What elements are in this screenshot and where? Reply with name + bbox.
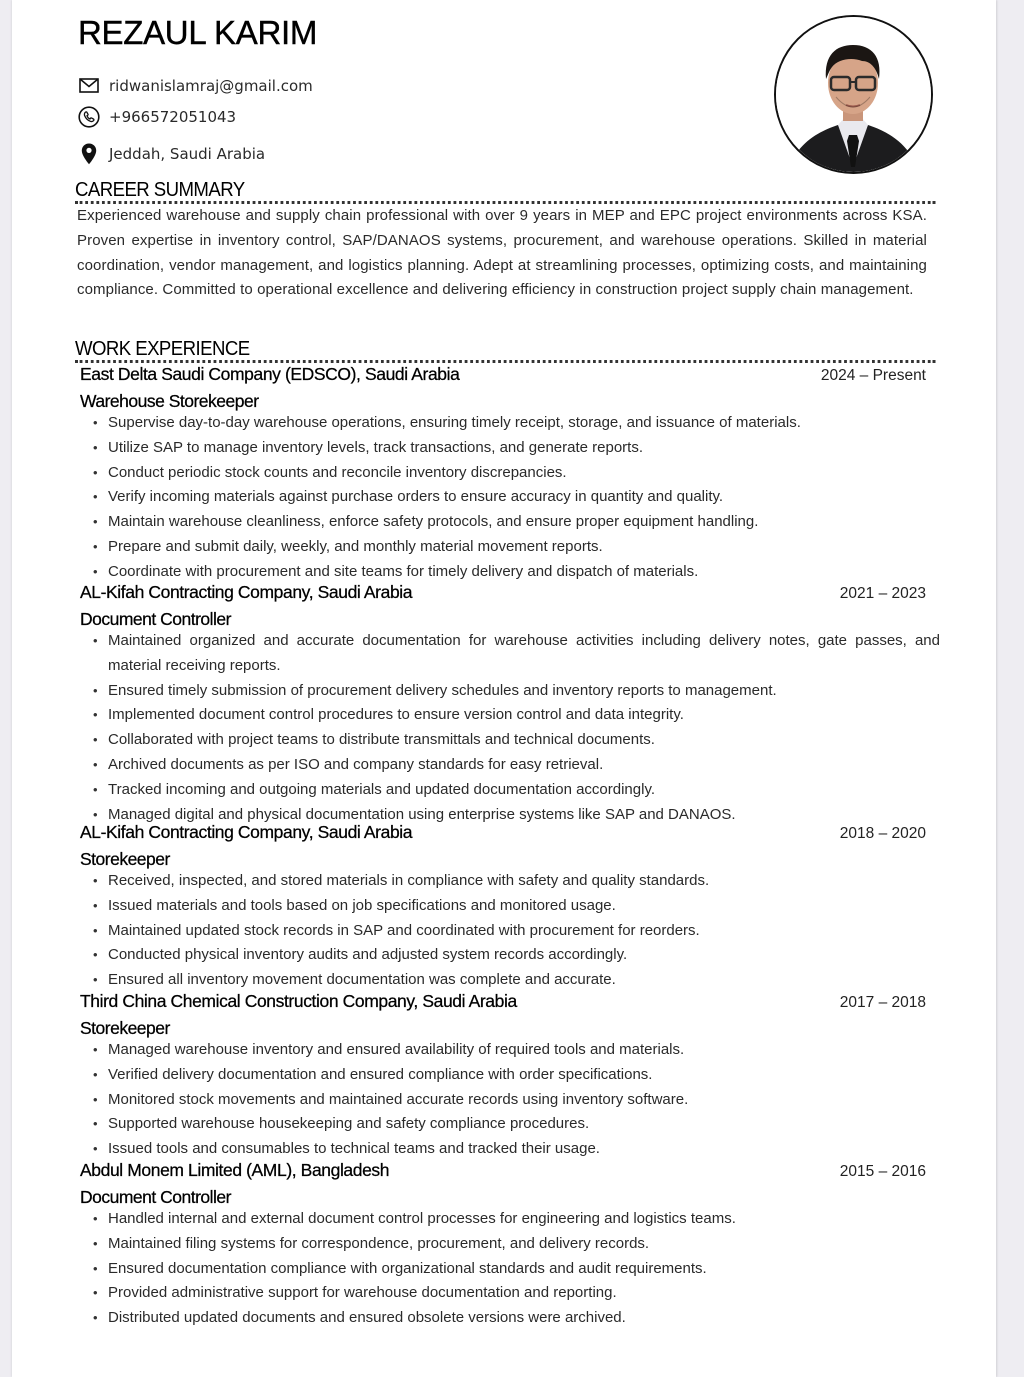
envelope-icon — [78, 75, 100, 97]
job-bullet: • Utilize SAP to manage inventory levels, track transactions, and generate reports. — [90, 436, 940, 461]
resume-page — [12, 0, 996, 1377]
job-bullet: • Provided administrative support for warehouse documentation and reporting. — [90, 1281, 940, 1306]
job-bullet: • Supported warehouse housekeeping and safety compliance procedures. — [90, 1112, 940, 1137]
map-pin-icon — [78, 143, 100, 165]
job-company: East Delta Saudi Company (EDSCO), Saudi Arabia — [80, 364, 460, 384]
job-company: AL-Kifah Contracting Company, Saudi Arabia — [80, 822, 413, 842]
section-title-career-summary: CAREER SUMMARY — [75, 179, 935, 204]
job-company: Abdul Monem Limited (AML), Bangladesh — [80, 1160, 390, 1180]
phone-link[interactable]: +966572051043 — [109, 108, 237, 126]
job-role: Warehouse Storekeeper — [80, 391, 259, 411]
job-role: Storekeeper — [80, 1018, 170, 1038]
job-bullet: • Archived documents as per ISO and company standards for easy retrieval. — [90, 753, 940, 778]
job-bullet: • Monitored stock movements and maintained accurate records using inventory software. — [90, 1088, 940, 1113]
candidate-name: REZAUL KARIM — [78, 14, 318, 51]
job-dates: 2021 – 2023 — [839, 585, 926, 602]
job-dates: 2017 – 2018 — [839, 994, 926, 1011]
profile-photo — [774, 15, 933, 174]
job-bullets — [80, 411, 940, 585]
job-bullet: • Managed warehouse inventory and ensured availability of required tools and materials. — [90, 1038, 940, 1063]
contact-location — [78, 143, 265, 165]
job-entry — [80, 1160, 940, 1331]
job-bullet: • Ensured all inventory movement documentation was complete and accurate. — [90, 968, 940, 993]
job-bullet: • Coordinate with procurement and site teams for timely delivery and dispatch of materials. — [90, 560, 940, 585]
profile-photo-illustration — [776, 17, 931, 172]
job-bullet: • Conduct periodic stock counts and reconcile inventory discrepancies. — [90, 461, 940, 486]
job-bullet: • Ensured timely submission of procurement delivery schedules and inventory reports to management. — [90, 679, 940, 704]
job-bullet: • Maintain warehouse cleanliness, enforce safety protocols, and ensure proper equipment handling. — [90, 510, 940, 535]
phone-circle-icon — [78, 106, 100, 128]
job-entry — [80, 822, 940, 993]
job-role: Document Controller — [80, 609, 231, 629]
job-bullet: • Issued tools and consumables to technical teams and tracked their usage. — [90, 1137, 940, 1162]
job-bullet: • Managed digital and physical documentation using enterprise systems like SAP and DANAOS. — [90, 803, 940, 828]
job-dates: 2024 – Present — [820, 367, 926, 384]
contact-email — [78, 75, 313, 97]
job-bullets — [80, 629, 940, 827]
job-dates: 2018 – 2020 — [839, 825, 926, 842]
job-bullet: • Verified delivery documentation and ensured compliance with order specifications. — [90, 1063, 940, 1088]
job-bullet: • Tracked incoming and outgoing materials and updated documentation accordingly. — [90, 778, 940, 803]
job-bullet: • Maintained organized and accurate documentation for warehouse activities including delivery notes, gate passes, and material receiving reports. — [90, 629, 940, 679]
job-entry — [80, 991, 940, 1162]
job-bullet: • Maintained filing systems for correspondence, procurement, and delivery records. — [90, 1232, 940, 1257]
job-bullet: • Issued materials and tools based on job specifications and monitored usage. — [90, 894, 940, 919]
job-bullets — [80, 1038, 940, 1162]
job-bullet: • Ensured documentation compliance with organizational standards and audit requirements. — [90, 1257, 940, 1282]
job-entry — [80, 364, 940, 585]
job-bullet: • Distributed updated documents and ensured obsolete versions were archived. — [90, 1306, 940, 1331]
job-bullet: • Collaborated with project teams to distribute transmittals and technical documents. — [90, 728, 940, 753]
contact-phone — [78, 106, 236, 128]
location-text: Jeddah, Saudi Arabia — [109, 145, 266, 163]
section-title-work-experience: WORK EXPERIENCE — [75, 338, 935, 363]
job-bullet: • Maintained updated stock records in SAP and coordinated with procurement for reorders. — [90, 919, 940, 944]
job-bullet: • Conducted physical inventory audits and adjusted system records accordingly. — [90, 943, 940, 968]
job-company: AL-Kifah Contracting Company, Saudi Arabia — [80, 582, 413, 602]
job-bullet: • Implemented document control procedures to ensure version control and data integrity. — [90, 703, 940, 728]
job-entry — [80, 582, 940, 827]
job-company: Third China Chemical Construction Company, Saudi Arabia — [80, 991, 517, 1011]
job-bullet: • Prepare and submit daily, weekly, and monthly material movement reports. — [90, 535, 940, 560]
email-link[interactable]: ridwanislamraj@gmail.com — [109, 77, 313, 95]
job-bullet: • Received, inspected, and stored materials in compliance with safety and quality standards. — [90, 869, 940, 894]
job-role: Document Controller — [80, 1187, 231, 1207]
job-bullet: • Verify incoming materials against purchase orders to ensure accuracy in quantity and quality. — [90, 485, 940, 510]
career-summary-text: Experienced warehouse and supply chain professional with over 9 years in MEP and EPC project environments across KSA. Proven expertise in inventory control, SAP/DANAOS systems, procurement, and warehouse operations. Skilled in material coordination, vendor management, and logistics planning. Adept at streamlining processes, optimizing costs, and maintaining compliance. Committed to operational excellence and delivering efficiency in construction project supply chain management. — [77, 207, 927, 299]
job-bullets — [80, 1207, 940, 1331]
job-bullet: • Handled internal and external document control processes for engineering and logistics teams. — [90, 1207, 940, 1232]
job-bullet: • Supervise day-to-day warehouse operations, ensuring timely receipt, storage, and issuance of materials. — [90, 411, 940, 436]
job-role: Storekeeper — [80, 849, 170, 869]
job-dates: 2015 – 2016 — [839, 1163, 926, 1180]
job-bullets — [80, 869, 940, 993]
